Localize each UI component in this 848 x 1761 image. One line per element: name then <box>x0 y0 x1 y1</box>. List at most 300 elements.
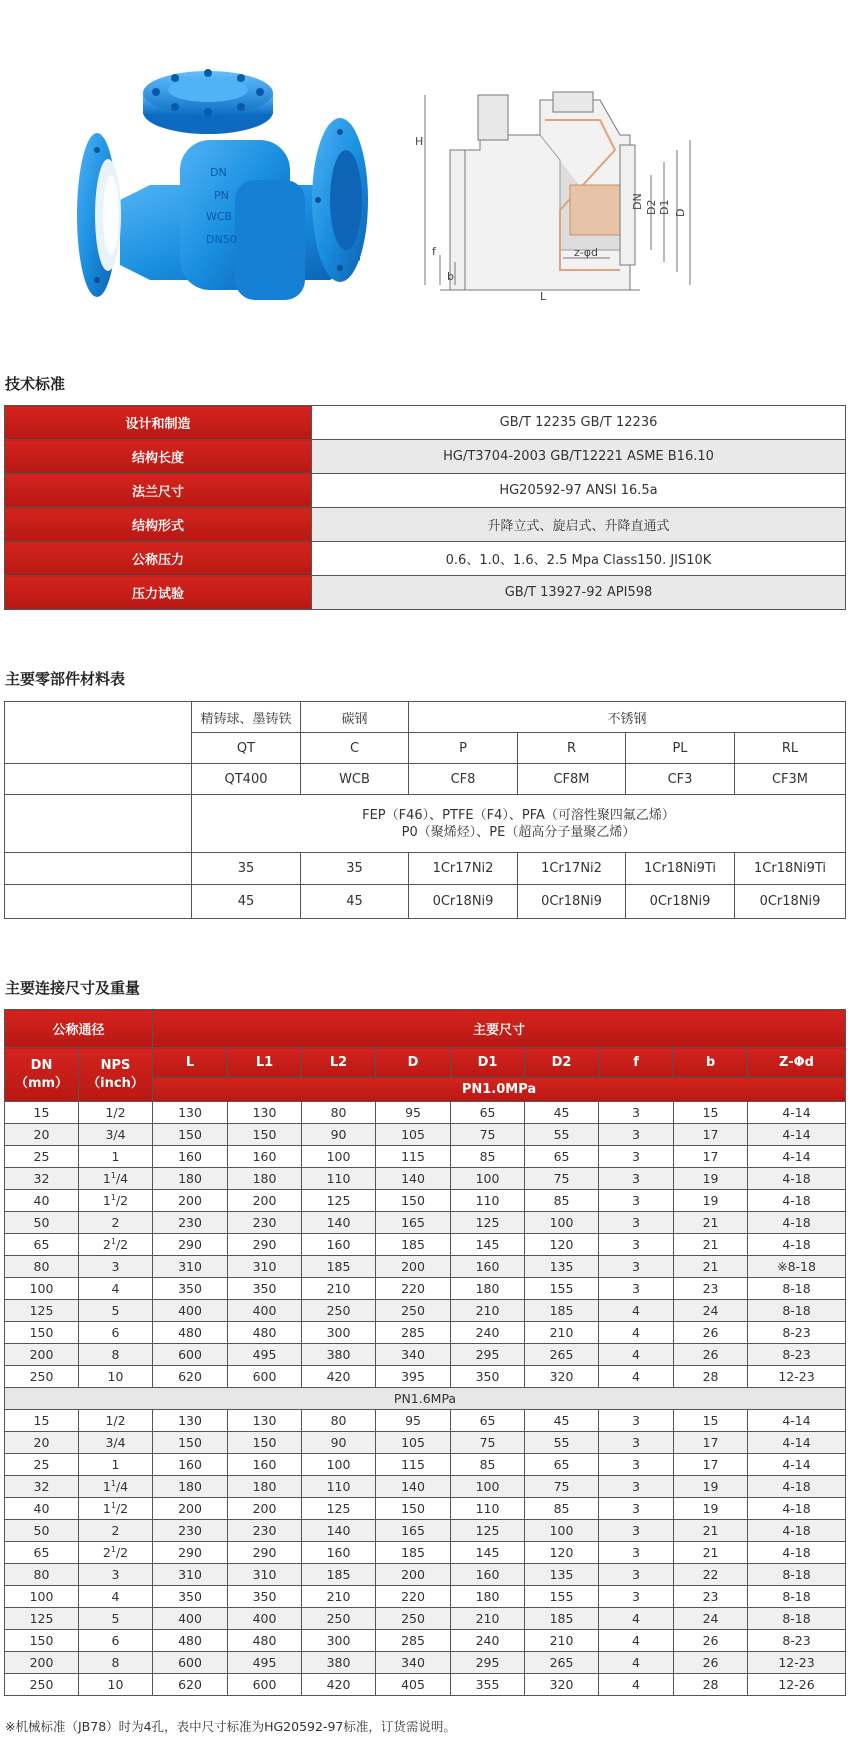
dim-cell: 495 <box>228 1344 302 1366</box>
nut-material-row <box>5 885 846 919</box>
standard-label: 设计和制造 <box>5 406 312 440</box>
dim-cell: 135 <box>525 1564 599 1586</box>
table-row <box>5 1608 846 1630</box>
dim-cell: 3 <box>599 1476 674 1498</box>
bolt-material-value: 1Cr17Ni2 <box>518 853 626 885</box>
dn-unit: （mm） <box>14 1075 69 1091</box>
material-code-value: QT <box>192 733 301 764</box>
dn-cell: 65 <box>5 1542 79 1564</box>
dim-cell: 140 <box>376 1168 451 1190</box>
dim-cell: 3 <box>599 1564 674 1586</box>
bolt-material-value: 1Cr18Ni9Ti <box>735 853 846 885</box>
nps-unit: （inch） <box>87 1075 144 1091</box>
body-material-label: 阀体、阀盖、阀瓣 <box>5 764 192 795</box>
dim-cell: 300 <box>302 1630 376 1652</box>
table-row <box>5 1432 846 1454</box>
dim-cell: 265 <box>525 1344 599 1366</box>
dim-cell: 165 <box>376 1520 451 1542</box>
dim-cell: 160 <box>451 1256 525 1278</box>
dim-cell: 340 <box>376 1652 451 1674</box>
dim-cell: 420 <box>302 1366 376 1388</box>
dim-cell: 120 <box>525 1542 599 1564</box>
dim-cell: 12-26 <box>748 1674 846 1696</box>
standard-label: 结构长度 <box>5 440 312 474</box>
dn-cell: 50 <box>5 1520 79 1542</box>
standard-label: 法兰尺寸 <box>5 474 312 508</box>
dim-cell: 150 <box>153 1432 228 1454</box>
dim-cell: 285 <box>376 1322 451 1344</box>
nut-material-label: 螺母 Nut <box>5 885 192 919</box>
dim-cell: 28 <box>674 1366 748 1388</box>
dim-cell: 3 <box>599 1102 674 1124</box>
dim-cell: 230 <box>228 1212 302 1234</box>
dn-cell: 15 <box>5 1102 79 1124</box>
dim-cell: 340 <box>376 1344 451 1366</box>
product-hero <box>0 0 848 345</box>
dim-cell: 21 <box>674 1234 748 1256</box>
dim-cell: 115 <box>376 1146 451 1168</box>
dim-cell: 8-18 <box>748 1278 846 1300</box>
dim-cell: 90 <box>302 1432 376 1454</box>
standard-value: GB/T 13927-92 API598 <box>312 576 846 610</box>
casting-text-size: DN50 <box>206 233 237 246</box>
dim-cell: 600 <box>153 1652 228 1674</box>
dim-cell: 210 <box>302 1278 376 1300</box>
dim-cell: 110 <box>302 1476 376 1498</box>
table-row <box>5 1366 846 1388</box>
standard-label: 公称压力 <box>5 542 312 576</box>
dim-cell: 125 <box>451 1520 525 1542</box>
standard-value: 0.6、1.0、1.6、2.5 Mpa Class150. JIS10K <box>312 542 846 576</box>
dim-cell: 310 <box>153 1564 228 1586</box>
pn16-row <box>5 1388 846 1410</box>
dim-cell: 160 <box>228 1454 302 1476</box>
dimensions-title: 主要连接尺寸及重量 <box>5 979 141 997</box>
nut-material-value: 0Cr18Ni9 <box>735 885 846 919</box>
standards-row <box>5 576 846 610</box>
valve-photo <box>77 69 368 300</box>
standard-value: GB/T 12235 GB/T 12236 <box>312 406 846 440</box>
dim-cell: 320 <box>525 1366 599 1388</box>
dn-cell: 65 <box>5 1234 79 1256</box>
body-material-value: CF3M <box>735 764 846 795</box>
dim-cell: 115 <box>376 1454 451 1476</box>
dim-cell: 4 <box>599 1630 674 1652</box>
dim-cell: 24 <box>674 1608 748 1630</box>
dn-cell: 25 <box>5 1454 79 1476</box>
dim-cell: 105 <box>376 1432 451 1454</box>
dn-cell: 100 <box>5 1586 79 1608</box>
standards-table <box>4 405 846 610</box>
dim-cell: 400 <box>228 1300 302 1322</box>
standards-row <box>5 440 846 474</box>
dim-cell: 3 <box>599 1432 674 1454</box>
dim-cell: 130 <box>153 1410 228 1432</box>
table-row <box>5 1168 846 1190</box>
table-row <box>5 1542 846 1564</box>
dim-cell: 310 <box>228 1256 302 1278</box>
body-material-value: CF8M <box>518 764 626 795</box>
drawing-label-h: H <box>415 135 424 148</box>
dim-cell: 420 <box>302 1674 376 1696</box>
nps-cell: $2^1/2$ <box>79 1234 153 1256</box>
table-row <box>5 1322 846 1344</box>
nps-cell: 1 <box>79 1146 153 1168</box>
dim-cell: 4-18 <box>748 1212 846 1234</box>
lining-line-2: P0（聚烯烃）、PE（超高分子量聚乙烯） <box>401 824 636 840</box>
footnote: ※机械标准（JB78）时为4孔，表中尺寸标准为HG20592-97标准，订货需说明。 <box>5 1719 456 1734</box>
dim-cell: 295 <box>451 1652 525 1674</box>
dim-cell: 210 <box>525 1322 599 1344</box>
body-material-value: WCB <box>301 764 409 795</box>
dim-cell: 23 <box>674 1278 748 1300</box>
dim-cell: 45 <box>525 1102 599 1124</box>
dim-cell: 310 <box>153 1256 228 1278</box>
dim-cell: 19 <box>674 1498 748 1520</box>
table-row <box>5 1102 846 1124</box>
dim-cell: 4-14 <box>748 1102 846 1124</box>
nps-cell: 10 <box>79 1674 153 1696</box>
dim-cell: 125 <box>302 1190 376 1212</box>
dim-cell: 210 <box>525 1630 599 1652</box>
dim-cell: 65 <box>525 1454 599 1476</box>
dim-cell: 45 <box>525 1410 599 1432</box>
dim-cell: 480 <box>153 1322 228 1344</box>
table-row <box>5 1498 846 1520</box>
nps-cell: $1^1/2$ <box>79 1498 153 1520</box>
dim-cell: 300 <box>302 1322 376 1344</box>
dim-cell: 230 <box>228 1520 302 1542</box>
lining-line-1: FEP（F46）、PTFE（F4）、PFA（可溶性聚四氟乙烯） <box>362 807 675 823</box>
standards-row <box>5 406 846 440</box>
dim-cell: 320 <box>525 1674 599 1696</box>
dim-cell: 110 <box>302 1168 376 1190</box>
dim-cell: 180 <box>228 1168 302 1190</box>
dim-cell: 185 <box>376 1542 451 1564</box>
dn-cell: 250 <box>5 1674 79 1696</box>
dim-cell: 400 <box>228 1608 302 1630</box>
nps-cell: 1/2 <box>79 1410 153 1432</box>
main-dims-header: 主要尺寸 <box>153 1010 846 1048</box>
column-header: L2 <box>302 1048 376 1078</box>
dim-cell: 405 <box>376 1674 451 1696</box>
nominal-size-header: 公称通径 <box>5 1010 153 1048</box>
table-row <box>5 1630 846 1652</box>
dim-cell: 4-14 <box>748 1410 846 1432</box>
table-row <box>5 1652 846 1674</box>
dim-cell: 620 <box>153 1366 228 1388</box>
table-row <box>5 1564 846 1586</box>
dim-cell: 250 <box>376 1300 451 1322</box>
dim-cell: 600 <box>228 1366 302 1388</box>
dim-cell: 290 <box>228 1542 302 1564</box>
dn-cell: 15 <box>5 1410 79 1432</box>
column-header: f <box>599 1048 674 1078</box>
dim-cell: 125 <box>302 1498 376 1520</box>
dim-cell: 395 <box>376 1366 451 1388</box>
drawing-label-f: f <box>432 245 436 258</box>
table-row <box>5 1586 846 1608</box>
drawing-label-d1: D1 <box>658 199 671 215</box>
dim-cell: 8-23 <box>748 1630 846 1652</box>
bolt-material-value: 35 <box>301 853 409 885</box>
nut-material-value: 45 <box>192 885 301 919</box>
dim-cell: 3 <box>599 1146 674 1168</box>
dim-cell: 85 <box>525 1498 599 1520</box>
dim-cell: 3 <box>599 1410 674 1432</box>
dim-cell: 65 <box>525 1146 599 1168</box>
dim-cell: 3 <box>599 1190 674 1212</box>
dim-cell: 26 <box>674 1322 748 1344</box>
nps-cell: $1^1/4$ <box>79 1476 153 1498</box>
dim-cell: 3 <box>599 1124 674 1146</box>
dim-cell: 250 <box>376 1608 451 1630</box>
dim-cell: 355 <box>451 1674 525 1696</box>
dim-cell: 23 <box>674 1586 748 1608</box>
dim-cell: 150 <box>153 1124 228 1146</box>
bolt-material-value: 1Cr18Ni9Ti <box>626 853 735 885</box>
dim-cell: 150 <box>228 1124 302 1146</box>
table-row <box>5 1476 846 1498</box>
dim-cell: 155 <box>525 1278 599 1300</box>
dim-cell: 26 <box>674 1344 748 1366</box>
dim-cell: 310 <box>228 1564 302 1586</box>
dim-cell: 90 <box>302 1124 376 1146</box>
column-header: D1 <box>451 1048 525 1078</box>
dn-cell: 150 <box>5 1630 79 1652</box>
dim-cell: 8-18 <box>748 1586 846 1608</box>
dim-cell: 75 <box>451 1124 525 1146</box>
dim-cell: 290 <box>153 1542 228 1564</box>
dim-cell: 265 <box>525 1652 599 1674</box>
dim-cell: 100 <box>302 1454 376 1476</box>
table-row <box>5 1410 846 1432</box>
dn-cell: 80 <box>5 1564 79 1586</box>
dim-cell: 220 <box>376 1586 451 1608</box>
pn16-header: PN1.6MPa <box>5 1388 846 1410</box>
dim-cell: 200 <box>153 1498 228 1520</box>
bolt-material-value: 35 <box>192 853 301 885</box>
dn-cell: 40 <box>5 1498 79 1520</box>
column-header: D2 <box>525 1048 599 1078</box>
drawing-label-d2: D2 <box>645 199 658 215</box>
dim-cell: 160 <box>451 1564 525 1586</box>
dim-cell: 480 <box>153 1630 228 1652</box>
casting-text-dn: DN <box>210 166 227 179</box>
dim-cell: 150 <box>376 1190 451 1212</box>
dim-cell: 75 <box>525 1476 599 1498</box>
table-row <box>5 1520 846 1542</box>
nps-cell: 1/2 <box>79 1102 153 1124</box>
technical-drawing <box>425 92 690 290</box>
dim-cell: 3 <box>599 1256 674 1278</box>
nps-cell: 6 <box>79 1322 153 1344</box>
drawing-label-dn: DN <box>631 193 644 210</box>
part-name-header: 零件名称 <box>5 702 192 764</box>
dim-cell: 85 <box>525 1190 599 1212</box>
dim-cell: 120 <box>525 1234 599 1256</box>
group-ductile-iron: 精铸球、墨铸铁 <box>192 702 301 733</box>
dn-cell: 250 <box>5 1366 79 1388</box>
dim-cell: 21 <box>674 1542 748 1564</box>
column-header: Z-Φd <box>748 1048 846 1078</box>
dim-cell: 350 <box>451 1366 525 1388</box>
dim-cell: 8-18 <box>748 1608 846 1630</box>
dim-cell: 150 <box>228 1432 302 1454</box>
nps-cell: 6 <box>79 1630 153 1652</box>
dim-cell: 3 <box>599 1454 674 1476</box>
dim-cell: 4 <box>599 1674 674 1696</box>
dn-cell: 200 <box>5 1652 79 1674</box>
dim-cell: 210 <box>302 1586 376 1608</box>
table-row <box>5 1124 846 1146</box>
dim-cell: 4 <box>599 1322 674 1344</box>
dim-cell: 3 <box>599 1278 674 1300</box>
dim-cell: 4-18 <box>748 1234 846 1256</box>
dim-cell: 210 <box>451 1300 525 1322</box>
dim-cell: 400 <box>153 1608 228 1630</box>
dim-cell: 19 <box>674 1476 748 1498</box>
dim-cell: 24 <box>674 1300 748 1322</box>
standards-row <box>5 474 846 508</box>
dim-cell: 150 <box>376 1498 451 1520</box>
dim-cell: 135 <box>525 1256 599 1278</box>
dim-cell: 85 <box>451 1146 525 1168</box>
group-carbon-steel: 碳钢 <box>301 702 409 733</box>
dim-cell: 75 <box>525 1168 599 1190</box>
dim-cell: 65 <box>451 1102 525 1124</box>
dn-cell: 100 <box>5 1278 79 1300</box>
dim-cell: 200 <box>228 1190 302 1212</box>
dim-cell: 4 <box>599 1652 674 1674</box>
standard-value: HG20592-97 ANSI 16.5a <box>312 474 846 508</box>
dim-cell: 130 <box>228 1410 302 1432</box>
pn10-header: PN1.0MPa <box>153 1078 846 1102</box>
dim-cell: 4-18 <box>748 1498 846 1520</box>
dim-cell: 200 <box>376 1256 451 1278</box>
dim-cell: 105 <box>376 1124 451 1146</box>
dim-cell: 290 <box>228 1234 302 1256</box>
standards-row <box>5 508 846 542</box>
dim-cell: 21 <box>674 1520 748 1542</box>
dim-cell: 100 <box>302 1146 376 1168</box>
dn-cell: 200 <box>5 1344 79 1366</box>
dim-cell: 8-18 <box>748 1300 846 1322</box>
dim-cell: 4-18 <box>748 1476 846 1498</box>
dim-cell: 4-14 <box>748 1454 846 1476</box>
body-material-row <box>5 764 846 795</box>
dim-cell: 110 <box>451 1498 525 1520</box>
dim-cell: 100 <box>525 1212 599 1234</box>
dim-cell: 165 <box>376 1212 451 1234</box>
column-header: L1 <box>228 1048 302 1078</box>
dim-cell: 17 <box>674 1146 748 1168</box>
dim-cell: 4-14 <box>748 1124 846 1146</box>
table-row <box>5 1300 846 1322</box>
nps-cell: 2 <box>79 1212 153 1234</box>
nps-cell: 3 <box>79 1256 153 1278</box>
drawing-label-b: b <box>447 270 454 283</box>
dim-cell: 180 <box>451 1278 525 1300</box>
drawing-label-l: L <box>540 290 547 303</box>
standard-label: 压力试验 <box>5 576 312 610</box>
dim-cell: 100 <box>451 1476 525 1498</box>
table-row <box>5 1212 846 1234</box>
dim-cell: 80 <box>302 1410 376 1432</box>
dim-cell: 285 <box>376 1630 451 1652</box>
dim-cell: 140 <box>376 1476 451 1498</box>
lining-label: 内衬材料 <box>5 795 192 853</box>
dim-cell: 17 <box>674 1432 748 1454</box>
dim-cell: 55 <box>525 1432 599 1454</box>
nps-cell: 2 <box>79 1520 153 1542</box>
nut-material-value: 45 <box>301 885 409 919</box>
dim-cell: 295 <box>451 1344 525 1366</box>
dn-cell: 32 <box>5 1168 79 1190</box>
dim-cell: 480 <box>228 1322 302 1344</box>
dim-cell: 185 <box>376 1234 451 1256</box>
dimensions-table <box>4 1009 846 1696</box>
body-material-value: CF3 <box>626 764 735 795</box>
dim-cell: 125 <box>451 1212 525 1234</box>
dim-cell: 100 <box>451 1168 525 1190</box>
nps-cell: $2^1/2$ <box>79 1542 153 1564</box>
dn-cell: 20 <box>5 1124 79 1146</box>
nps-cell: 3/4 <box>79 1124 153 1146</box>
dn-cell: 125 <box>5 1300 79 1322</box>
dim-cell: 350 <box>228 1278 302 1300</box>
dim-cell: 350 <box>228 1586 302 1608</box>
dim-cell: 350 <box>153 1278 228 1300</box>
nps-cell: 3/4 <box>79 1432 153 1454</box>
dim-cell: 200 <box>376 1564 451 1586</box>
valve-illustration <box>0 0 848 345</box>
dim-cell: 8-23 <box>748 1322 846 1344</box>
dim-cell: 185 <box>302 1564 376 1586</box>
bolt-material-label: 螺栓Bolt <box>5 853 192 885</box>
table-row <box>5 1454 846 1476</box>
materials-table <box>4 701 846 919</box>
nps-header <box>79 1048 153 1102</box>
nut-material-value: 0Cr18Ni9 <box>409 885 518 919</box>
nut-material-value: 0Cr18Ni9 <box>518 885 626 919</box>
dn-label: DN <box>30 1057 53 1073</box>
dim-cell: 12-23 <box>748 1652 846 1674</box>
material-code-value: C <box>301 733 409 764</box>
dim-cell: 12-23 <box>748 1366 846 1388</box>
dim-cell: 26 <box>674 1630 748 1652</box>
dim-cell: 22 <box>674 1564 748 1586</box>
dim-cell: 240 <box>451 1630 525 1652</box>
dim-cell: 200 <box>228 1498 302 1520</box>
nps-cell: 1 <box>79 1454 153 1476</box>
dim-cell: 95 <box>376 1102 451 1124</box>
table-row <box>5 1674 846 1696</box>
nps-cell: $1^1/2$ <box>79 1190 153 1212</box>
nps-cell: 8 <box>79 1652 153 1674</box>
body-material-value: QT400 <box>192 764 301 795</box>
dim-cell: 4 <box>599 1366 674 1388</box>
dim-cell: 185 <box>525 1608 599 1630</box>
dim-cell: 85 <box>451 1454 525 1476</box>
dim-cell: 19 <box>674 1190 748 1212</box>
dim-cell: 160 <box>153 1454 228 1476</box>
table-row <box>5 1146 846 1168</box>
standards-row <box>5 542 846 576</box>
nps-cell: 5 <box>79 1608 153 1630</box>
dim-cell: 600 <box>153 1344 228 1366</box>
dim-cell: 230 <box>153 1212 228 1234</box>
